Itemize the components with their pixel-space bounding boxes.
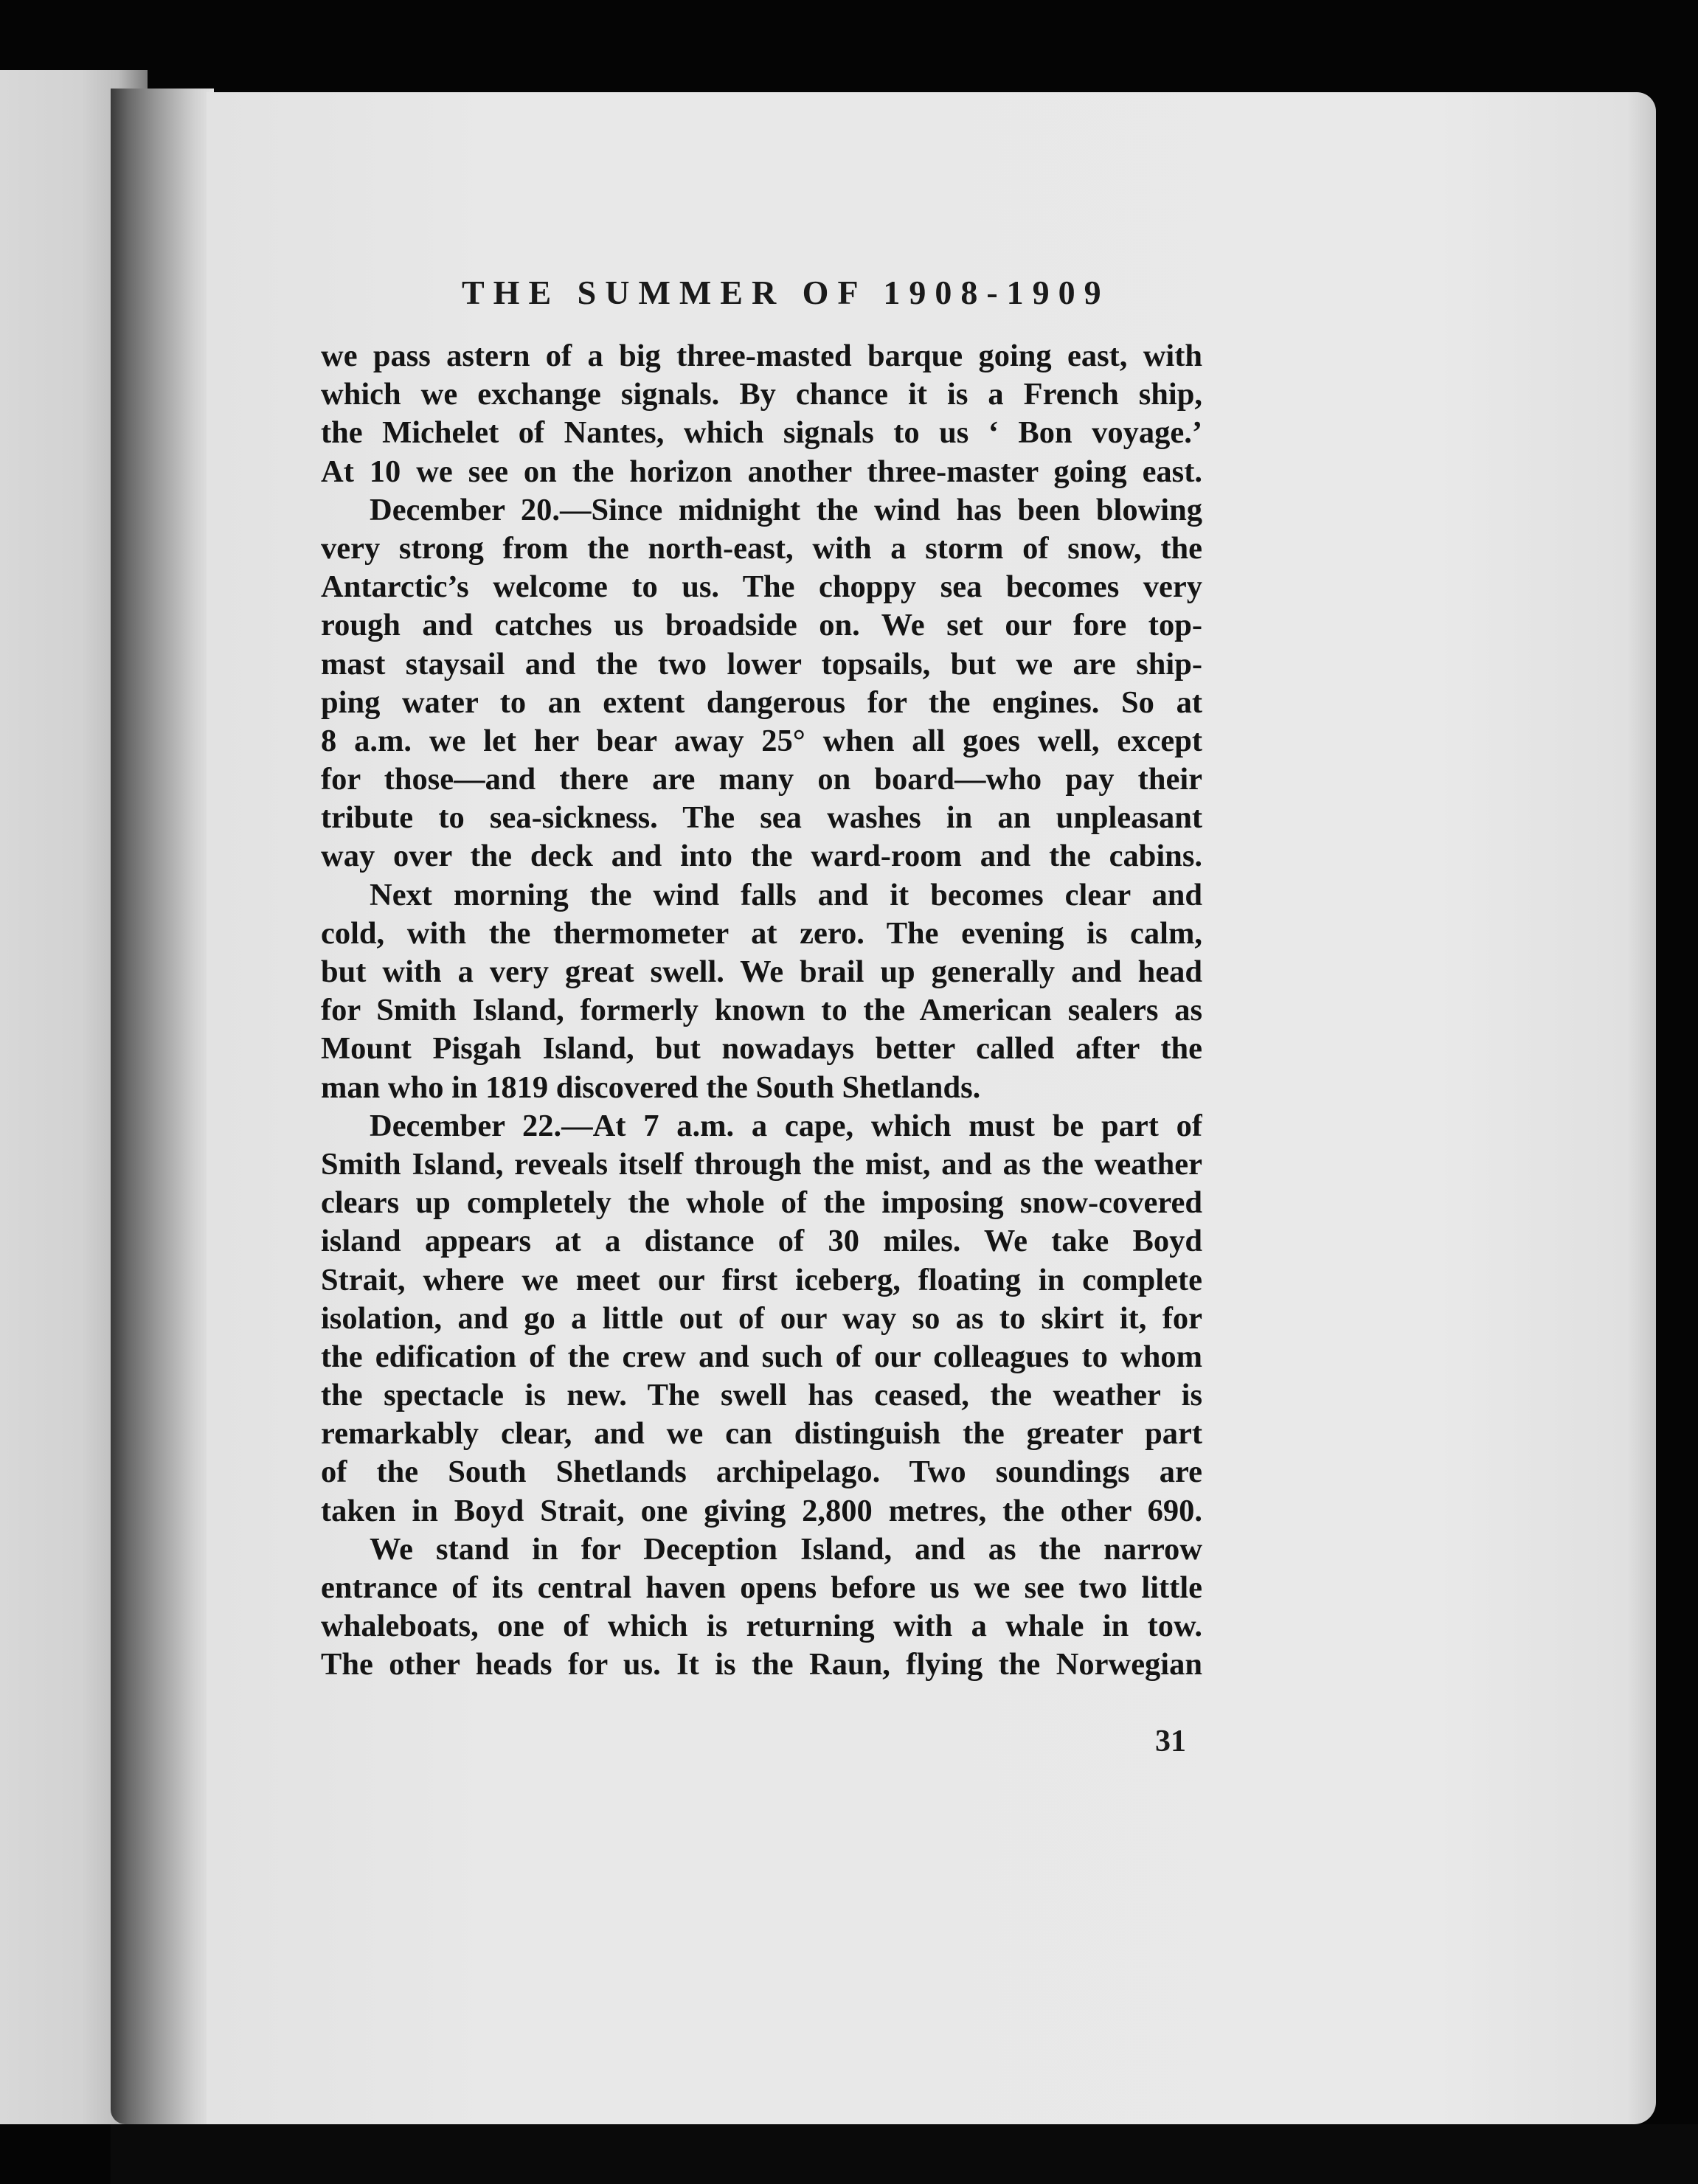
text-line: December 20.—Since midnight the wind has been blowing <box>370 492 1202 527</box>
running-head: THE SUMMER OF 1908-1909 <box>462 274 1110 311</box>
text-line: clears up completely the whole of the imposing snow-covered <box>321 1185 1202 1221</box>
text-line: entrance of its central haven opens before us we see two little <box>321 1570 1202 1605</box>
text-line: man who in 1819 discovered the South Shetlands. <box>321 1070 981 1105</box>
body-text <box>321 337 1202 1685</box>
text-line: way over the deck and into the ward-room and the cabins. <box>321 839 1202 874</box>
text-line: island appears at a distance of 30 miles. We take Boyd <box>321 1224 1202 1259</box>
text-line: Mount Pisgah Island, but nowadays better called after the <box>321 1031 1202 1067</box>
text-line: for those—and there are many on board—who pay their <box>321 762 1202 797</box>
text-line: the spectacle is new. The swell has ceased, the weather is <box>321 1378 1202 1413</box>
text-line: tribute to sea-sickness. The sea washes in an unpleasant <box>321 800 1202 836</box>
scan-border <box>111 2124 1698 2184</box>
text-line: Antarctic’s welcome to us. The choppy sea becomes very <box>321 569 1202 605</box>
text-line: the edification of the crew and such of our colleagues to whom <box>321 1339 1202 1374</box>
text-line: the Michelet of Nantes, which signals to us ‘ Bon voyage.’ <box>321 415 1202 451</box>
text-line: At 10 we see on the horizon another three-master going east. <box>321 454 1202 489</box>
text-line: December 22.—At 7 a.m. a cape, which must be part of <box>370 1108 1202 1143</box>
text-line: we pass astern of a big three-masted barque going east, with <box>321 339 1202 373</box>
text-line: The other heads for us. It is the Raun, flying the Norwegian <box>321 1647 1202 1682</box>
text-line: mast staysail and the two lower topsails, but we are ship- <box>321 646 1202 682</box>
text-line: Smith Island, reveals itself through the mist, and as the weather <box>321 1146 1202 1182</box>
text-line: isolation, and go a little out of our way so as to skirt it, for <box>321 1300 1202 1336</box>
book-gutter <box>111 89 214 2124</box>
page-number: 31 <box>1155 1724 1186 1758</box>
text-line: remarkably clear, and we can distinguish the greater part <box>321 1416 1202 1452</box>
text-line: of the South Shetlands archipelago. Two soundings are <box>321 1455 1202 1490</box>
text-line: Next morning the wind falls and it becomes clear and <box>370 877 1202 912</box>
text-line: We stand in for Deception Island, and as the narrow <box>370 1531 1202 1567</box>
text-line: whaleboats, one of which is returning with a whale in tow. <box>321 1609 1202 1644</box>
text-line: ping water to an extent dangerous for the engines. So at <box>321 684 1202 720</box>
text-line: but with a very great swell. We brail up generally and head <box>321 954 1202 989</box>
text-line: cold, with the thermometer at zero. The evening is calm, <box>321 915 1202 951</box>
text-line: which we exchange signals. By chance it is a French ship, <box>321 377 1202 412</box>
text-line: Strait, where we meet our first iceberg, floating in complete <box>321 1262 1202 1297</box>
text-line: for Smith Island, formerly known to the American sealers as <box>321 993 1202 1028</box>
text-line: taken in Boyd Strait, one giving 2,800 metres, the other 690. <box>321 1493 1202 1528</box>
text-line: rough and catches us broadside on. We set our fore top- <box>321 608 1202 643</box>
text-line: 8 a.m. we let her bear away 25° when all goes well, except <box>321 723 1202 758</box>
text-line: very strong from the north-east, with a storm of snow, the <box>321 530 1202 566</box>
